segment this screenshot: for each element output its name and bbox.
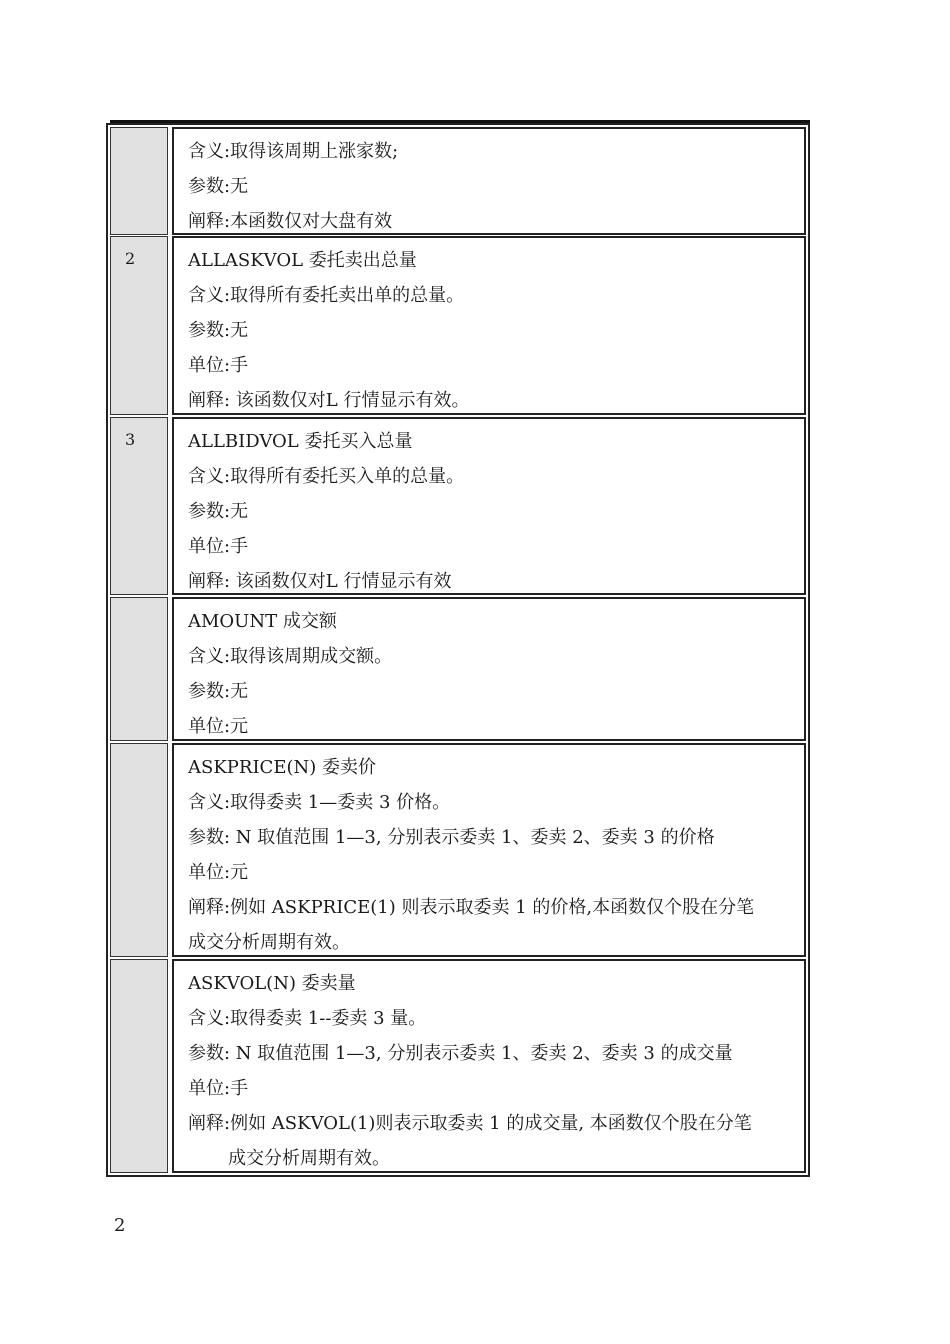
row-line: 阐释: 该函数仅对L 行情显示有效。	[188, 390, 470, 411]
row-content-cell	[172, 417, 806, 595]
row-line: 含义:取得委卖 1--委卖 3 量。	[188, 1008, 427, 1029]
function-table	[106, 123, 810, 1177]
row-line: 参数: N 取值范围 1—3, 分别表示委卖 1、委卖 2、委卖 3 的成交量	[188, 1043, 733, 1064]
row-line: ASKPRICE(N) 委卖价	[188, 757, 376, 778]
row-content-cell	[172, 959, 806, 1173]
row-number-cell	[110, 743, 168, 957]
row-number-cell	[110, 127, 168, 235]
table-row	[110, 959, 806, 1173]
row-number-cell	[110, 236, 168, 415]
row-line: ASKVOL(N) 委卖量	[188, 973, 356, 994]
row-content-cell	[172, 236, 806, 415]
row-line: 含义:取得所有委托卖出单的总量。	[188, 285, 465, 306]
row-line: ALLASKVOL 委托卖出总量	[188, 250, 417, 271]
row-line: 参数:无	[188, 681, 249, 702]
row-line: 参数:无	[188, 176, 249, 197]
row-content-cell	[172, 597, 806, 741]
row-line: 参数:无	[188, 501, 249, 522]
row-line: 含义:取得委卖 1—委卖 3 价格。	[188, 792, 451, 813]
row-line: 成交分析周期有效。	[188, 932, 350, 953]
row-number: 2	[125, 249, 136, 268]
table-row	[110, 597, 806, 741]
row-line: 阐释:例如 ASKPRICE(1) 则表示取委卖 1 的价格,本函数仅个股在分笔	[188, 897, 755, 918]
row-content-cell	[172, 127, 806, 235]
row-line: 单位:手	[188, 536, 249, 557]
row-line: 阐释:例如 ASKVOL(1)则表示取委卖 1 的成交量, 本函数仅个股在分笔	[188, 1113, 752, 1134]
row-line: 含义:取得所有委托买入单的总量。	[188, 466, 465, 487]
row-line: 单位:手	[188, 355, 249, 376]
row-number-cell	[110, 597, 168, 741]
row-content-cell	[172, 743, 806, 957]
row-line: 阐释: 该函数仅对L 行情显示有效	[188, 571, 452, 592]
page-number: 2	[114, 1215, 126, 1236]
row-line: 参数:无	[188, 320, 249, 341]
row-line: 单位:元	[188, 862, 249, 883]
row-line: 含义:取得该周期成交额。	[188, 646, 393, 667]
table-row	[110, 236, 806, 415]
row-number-cell	[110, 959, 168, 1173]
row-line: 单位:手	[188, 1078, 249, 1099]
row-line: 成交分析周期有效。	[228, 1148, 390, 1169]
row-line: AMOUNT 成交额	[188, 611, 337, 632]
row-line: 参数: N 取值范围 1—3, 分别表示委卖 1、委卖 2、委卖 3 的价格	[188, 827, 715, 848]
row-line: 含义:取得该周期上涨家数;	[188, 141, 399, 162]
row-line: ALLBIDVOL 委托买入总量	[188, 431, 413, 452]
table-row	[110, 417, 806, 595]
row-line: 阐释:本函数仅对大盘有效	[188, 211, 393, 232]
row-number-cell	[110, 417, 168, 595]
table-row	[110, 743, 806, 957]
row-line: 单位:元	[188, 716, 249, 737]
table-row	[110, 127, 806, 235]
row-number: 3	[125, 430, 136, 449]
